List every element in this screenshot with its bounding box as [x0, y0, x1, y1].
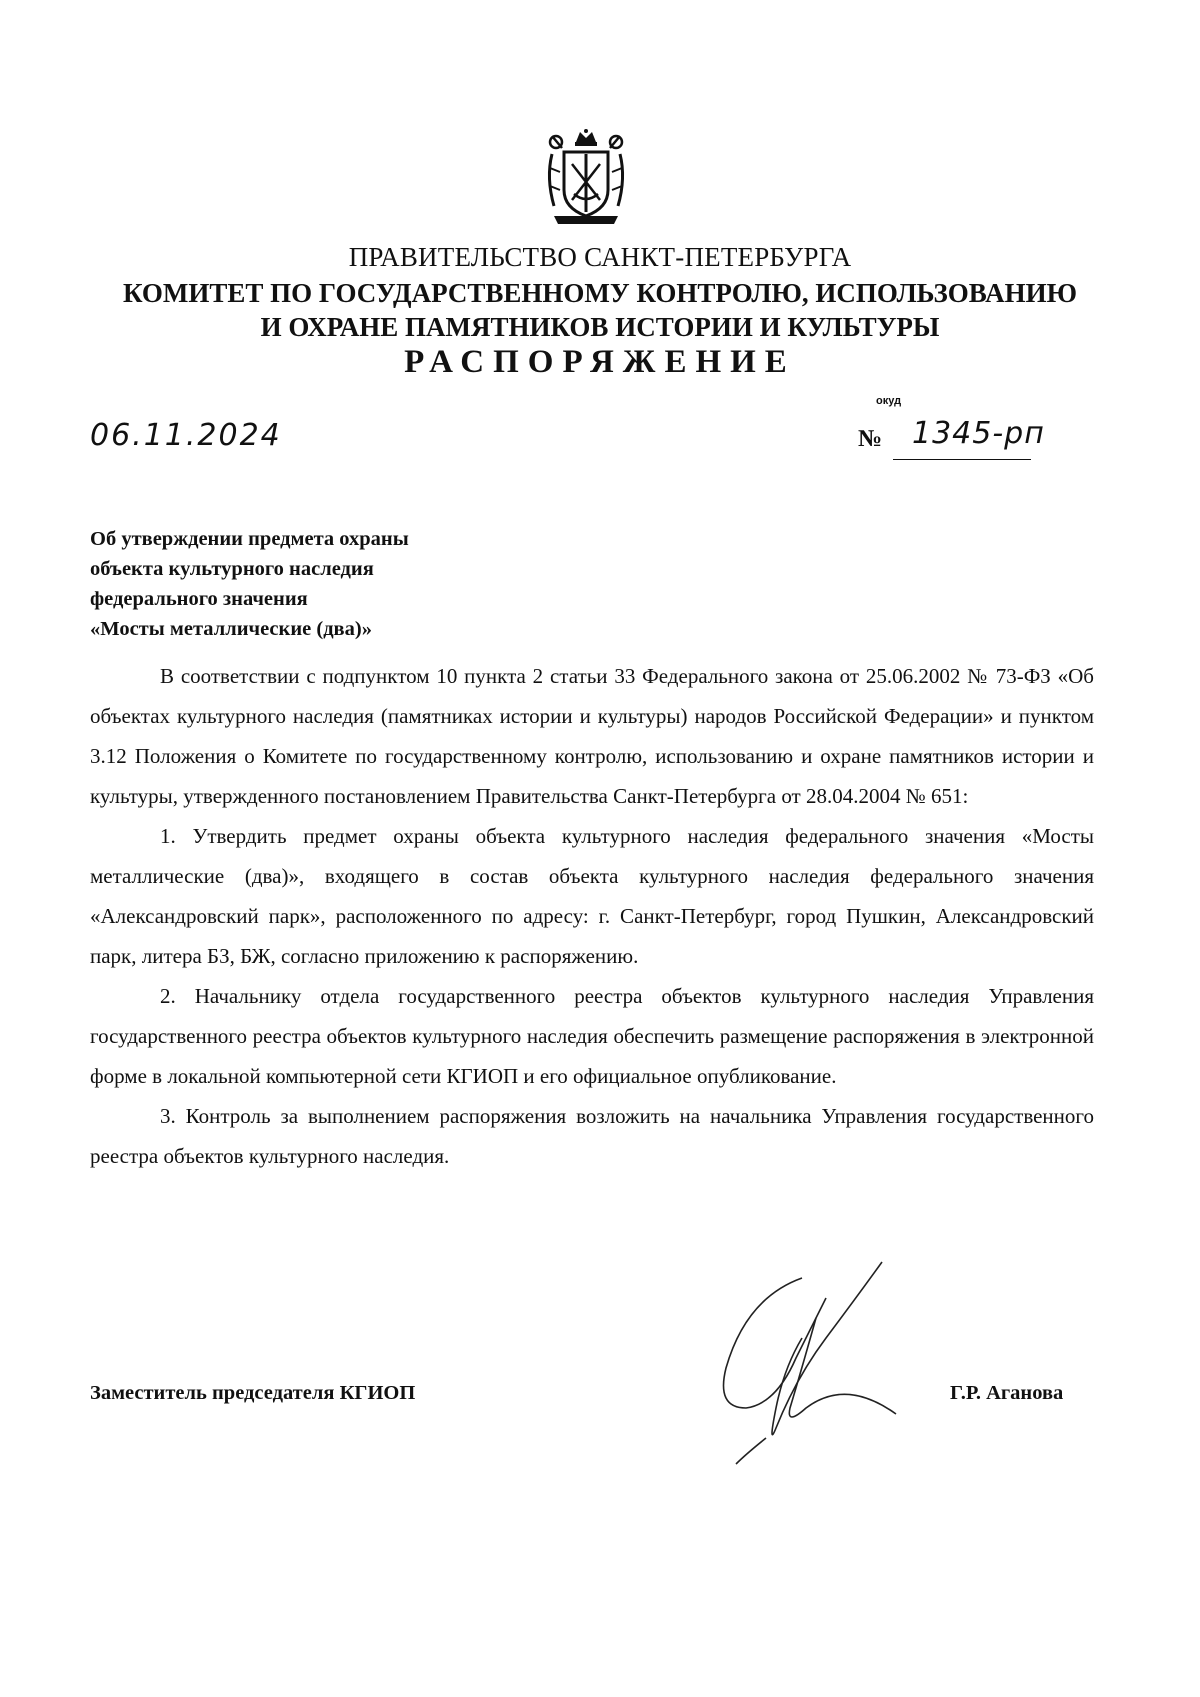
number-sign: №	[858, 426, 883, 452]
number-underline	[893, 459, 1031, 460]
committee-title	[60, 276, 1140, 344]
body-item-1: 1. Утвердить предмет охраны объекта культурного наследия федерального значения «Мосты металлические (два)», входящего в состав объекта культурного наследия федерального значения «Александровский парк», расположенного по адресу: г. Санкт-Петербург, город Пушкин, Александровский парк, литера БЗ, БЖ, согласно приложению к распоряжению.	[90, 824, 1094, 968]
body-item-3: 3. Контроль за выполнением распоряжения возложить на начальника Управления государственного реестра объектов культурного наследия.	[90, 1104, 1094, 1168]
handwritten-signature-icon	[706, 1258, 906, 1468]
body-preamble: В соответствии с подпунктом 10 пункта 2 статьи 33 Федерального закона от 25.06.2002 № 73-ФЗ «Об объектах культурного наследия (памятниках истории и культуры) народов Российской Федерации» и пунктом 3.12 Положения о Комитете по государственному контролю, использованию и охране памятников истории и культуры, утвержденного постановлением Правительства Санкт-Петербурга от 28.04.2004 № 651:	[90, 664, 1094, 808]
document-body	[90, 656, 1094, 1176]
document-number: 1345-рп	[912, 416, 1045, 451]
okud-label: окуд	[876, 395, 902, 407]
saint-petersburg-coat-of-arms-icon	[544, 128, 628, 228]
subject-line: Об утверждении предмета охраны	[90, 528, 409, 550]
body-item-2: 2. Начальнику отдела государственного реестра объектов культурного наследия Управления государственного реестра объектов культурного наследия обеспечить размещение распоряжения в электронной форме в локальной компьютерной сети КГИОП и его официальное опубликование.	[90, 984, 1094, 1088]
committee-title-line2: И ОХРАНЕ ПАМЯТНИКОВ ИСТОРИИ И КУЛЬТУРЫ	[260, 312, 940, 342]
signer-role: Заместитель председателя КГИОП	[90, 1382, 416, 1404]
document-date: 06.11.2024	[90, 418, 282, 453]
subject-line: объекта культурного наследия	[90, 558, 374, 580]
document-type: РАСПОРЯЖЕНИЕ	[404, 344, 796, 380]
government-title: ПРАВИТЕЛЬСТВО САНКТ-ПЕТЕРБУРГА	[348, 242, 852, 272]
signer-name: Г.Р. Аганова	[950, 1382, 1064, 1404]
committee-title-line1: КОМИТЕТ ПО ГОСУДАРСТВЕННОМУ КОНТРОЛЮ, ИСПОЛЬЗОВАНИЮ	[123, 278, 1077, 308]
document-subject	[90, 524, 409, 644]
subject-line: «Мосты металлические (два)»	[90, 618, 372, 640]
subject-line: федерального значения	[90, 588, 308, 610]
